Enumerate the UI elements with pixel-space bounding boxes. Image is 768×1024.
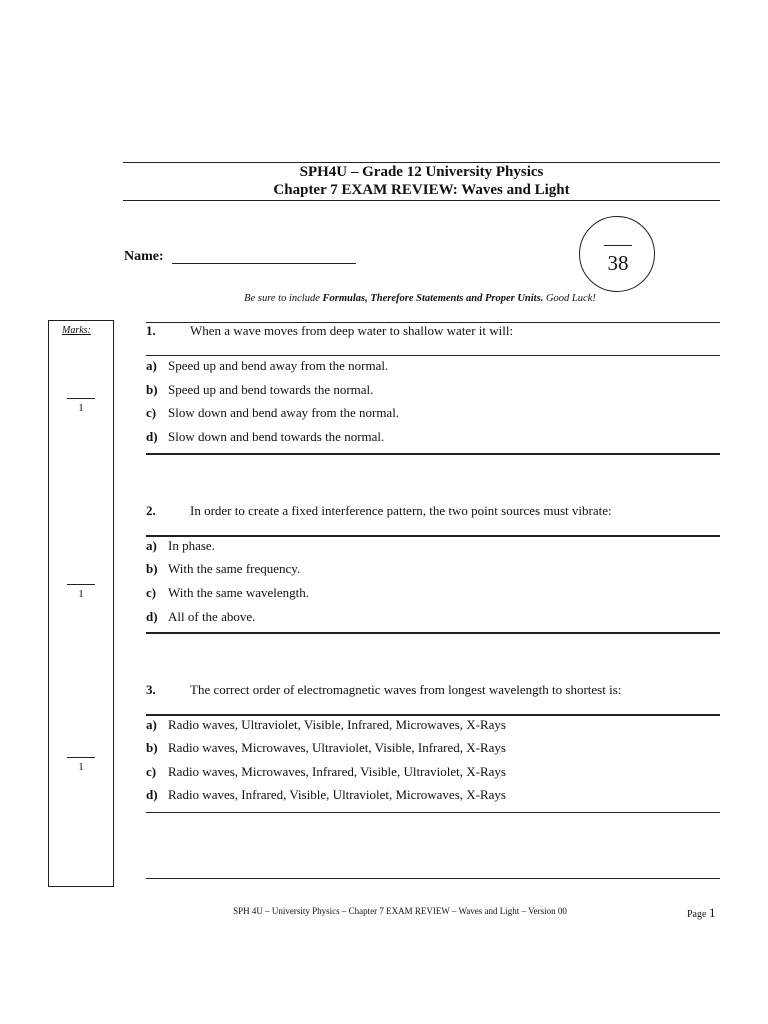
- option-text: With the same frequency.: [168, 561, 301, 576]
- option-text: With the same wavelength.: [168, 585, 309, 600]
- q2-option-c[interactable]: [146, 585, 309, 601]
- header-top-rule: [123, 162, 720, 163]
- option-letter: b): [146, 561, 158, 576]
- q1-option-b[interactable]: [146, 382, 373, 398]
- mark-value-q3: 1: [78, 761, 84, 773]
- footer-text: SPH 4U – University Physics – Chapter 7 EXAM REVIEW – Waves and Light – Version 00: [233, 906, 567, 916]
- name-field[interactable]: [172, 263, 356, 264]
- page-number: [687, 905, 715, 921]
- option-text: Radio waves, Infrared, Visible, Ultraviolet, Microwaves, X-Rays: [168, 787, 506, 802]
- q3-option-d[interactable]: [146, 787, 506, 803]
- instructions-suffix: Good Luck!: [543, 293, 596, 304]
- marks-label: Marks:: [62, 325, 91, 336]
- option-letter: c): [146, 405, 157, 420]
- q3-bottom-rule: [146, 812, 720, 813]
- q2-number: 2.: [146, 503, 156, 518]
- option-text: Slow down and bend away from the normal.: [168, 405, 400, 420]
- q3-option-b[interactable]: [146, 740, 506, 756]
- option-letter: c): [146, 585, 157, 600]
- page-label: Page: [687, 909, 707, 920]
- option-text: Radio waves, Ultraviolet, Visible, Infrared, Microwaves, X-Rays: [168, 717, 506, 732]
- header-bottom-rule: [123, 200, 720, 201]
- score-total: 38: [607, 251, 629, 275]
- instructions: [130, 293, 710, 304]
- name-label: Name:: [124, 249, 164, 264]
- option-text: All of the above.: [168, 609, 256, 624]
- q3-number: 3.: [146, 682, 156, 697]
- option-letter: a): [146, 538, 157, 553]
- option-letter: d): [146, 787, 158, 802]
- option-letter: d): [146, 429, 158, 444]
- mark-blank-q2[interactable]: [67, 584, 95, 585]
- instructions-prefix: Be sure to include: [244, 293, 323, 304]
- mark-value-q2: 1: [78, 588, 84, 600]
- option-letter: a): [146, 358, 157, 373]
- q1-option-a[interactable]: [146, 358, 388, 374]
- q1-option-c[interactable]: [146, 405, 399, 421]
- page-subtitle: Chapter 7 EXAM REVIEW: Waves and Light: [273, 182, 570, 198]
- score-blank[interactable]: [604, 245, 632, 246]
- option-letter: d): [146, 609, 158, 624]
- option-letter: c): [146, 764, 157, 779]
- q3-option-a[interactable]: [146, 717, 506, 733]
- option-text: Slow down and bend towards the normal.: [168, 429, 385, 444]
- option-text: Radio waves, Microwaves, Infrared, Visible, Ultraviolet, X-Rays: [168, 764, 506, 779]
- q2-option-b[interactable]: [146, 561, 300, 577]
- q1-bottom-rule: [146, 453, 720, 455]
- q3-text: The correct order of electromagnetic waves from longest wavelength to shortest is:: [190, 682, 622, 697]
- instructions-bold: Formulas, Therefore Statements and Proper Units.: [322, 293, 544, 304]
- mark-blank-q1[interactable]: [67, 398, 95, 399]
- option-letter: a): [146, 717, 157, 732]
- q3-question-rule: [146, 714, 720, 716]
- option-letter: b): [146, 740, 158, 755]
- page-title: SPH4U – Grade 12 University Physics: [299, 164, 544, 180]
- q2-bottom-rule: [146, 632, 720, 634]
- footer-rule: [146, 878, 720, 879]
- q1-option-d[interactable]: [146, 429, 384, 445]
- q2-option-a[interactable]: [146, 538, 215, 554]
- q2-text: In order to create a fixed interference pattern, the two point sources must vibrate:: [190, 503, 612, 518]
- option-letter: b): [146, 382, 158, 397]
- option-text: Speed up and bend towards the normal.: [168, 382, 374, 397]
- q1-text: When a wave moves from deep water to shallow water it will:: [190, 323, 514, 338]
- page-number-value: 1: [708, 905, 716, 920]
- q1-number: 1.: [146, 323, 156, 338]
- q3-option-c[interactable]: [146, 764, 506, 780]
- mark-blank-q3[interactable]: [67, 757, 95, 758]
- q1-question-rule: [146, 355, 720, 356]
- q2-question-rule: [146, 535, 720, 537]
- option-text: Radio waves, Microwaves, Ultraviolet, Visible, Infrared, X-Rays: [168, 740, 506, 755]
- option-text: Speed up and bend away from the normal.: [168, 358, 389, 373]
- mark-value-q1: 1: [78, 402, 84, 414]
- q2-option-d[interactable]: [146, 609, 255, 625]
- option-text: In phase.: [168, 538, 215, 553]
